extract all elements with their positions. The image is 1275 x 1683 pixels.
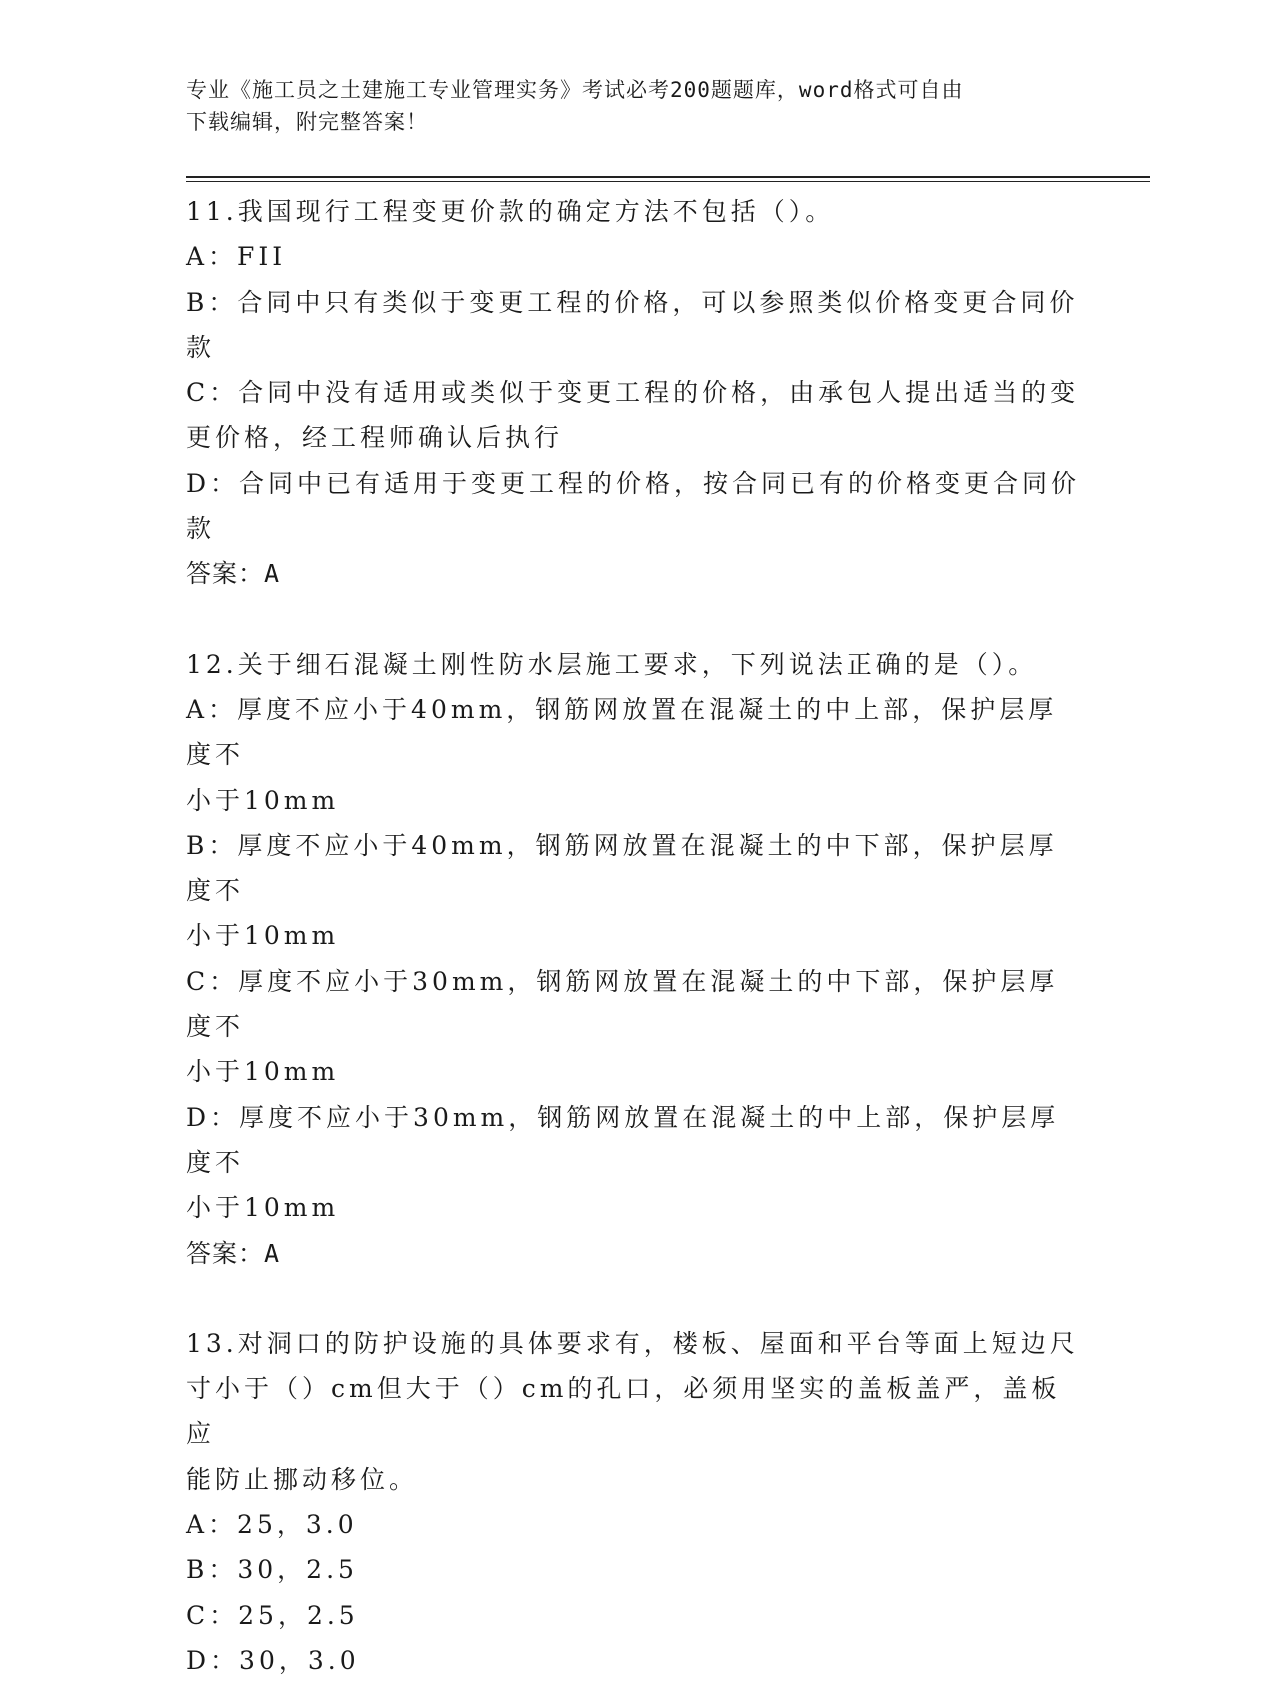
option-c: C：合同中没有适用或类似于变更工程的价格，由承包人提出适当的变	[186, 378, 1080, 408]
document-header	[186, 74, 1066, 138]
answer: 答案：A	[186, 559, 281, 589]
option-c-continued: 更价格，经工程师确认后执行	[186, 423, 564, 453]
question-stem-continued: 能防止挪动移位。	[186, 1464, 419, 1494]
option-b-continued: 款	[186, 332, 216, 362]
option-c: C：25，2.5	[186, 1600, 359, 1630]
question-list	[186, 189, 1086, 1683]
question-13	[186, 1321, 1086, 1683]
option-b: B：厚度不应小于40mm，钢筋网放置在混凝土的中下部，保护层厚度不	[186, 830, 1058, 906]
option-a-continued: 小于10mm	[186, 785, 340, 815]
question-stem-continued: 寸小于（）cm但大于（）cm的孔口，必须用坚实的盖板盖严，盖板应	[186, 1374, 1061, 1449]
question-stem: 11.我国现行工程变更价款的确定方法不包括（）。	[186, 197, 835, 226]
option-b: B：合同中只有类似于变更工程的价格，可以参照类似价格变更合同价	[186, 287, 1079, 317]
option-d-continued: 款	[186, 514, 216, 544]
option-d: D：合同中已有适用于变更工程的价格，按合同已有的价格变更合同价	[186, 468, 1081, 498]
question-12	[186, 642, 1086, 1276]
header-line-2: 下载编辑，附完整答案！	[186, 110, 428, 134]
question-stem: 12.关于细石混凝土刚性防水层施工要求，下列说法正确的是（）。	[186, 649, 1038, 679]
header-line-1: 专业《施工员之土建施工专业管理实务》考试必考200题题库，word格式可自由	[186, 78, 964, 102]
option-b: B：30，2.5	[186, 1555, 358, 1585]
header-divider-thin	[186, 181, 1150, 182]
option-b-continued: 小于10mm	[186, 921, 340, 951]
option-a: A：FII	[186, 242, 287, 272]
option-a: A：厚度不应小于40mm，钢筋网放置在混凝土的中上部，保护层厚度不	[186, 694, 1058, 770]
header-divider-thick	[186, 176, 1150, 178]
option-d-continued: 小于10mm	[186, 1193, 340, 1223]
option-d: D：30，3.0	[186, 1645, 360, 1675]
question-11	[186, 189, 1086, 597]
option-c-continued: 小于10mm	[186, 1057, 340, 1087]
option-c: C：厚度不应小于30mm，钢筋网放置在混凝土的中下部，保护层厚度不	[186, 966, 1059, 1042]
question-stem: 13.对洞口的防护设施的具体要求有，楼板、屋面和平台等面上短边尺	[186, 1328, 1079, 1358]
answer: 答案：A	[186, 1238, 281, 1268]
option-d: D：厚度不应小于30mm，钢筋网放置在混凝土的中上部，保护层厚度不	[186, 1102, 1060, 1177]
option-a: A：25，3.0	[186, 1510, 358, 1540]
